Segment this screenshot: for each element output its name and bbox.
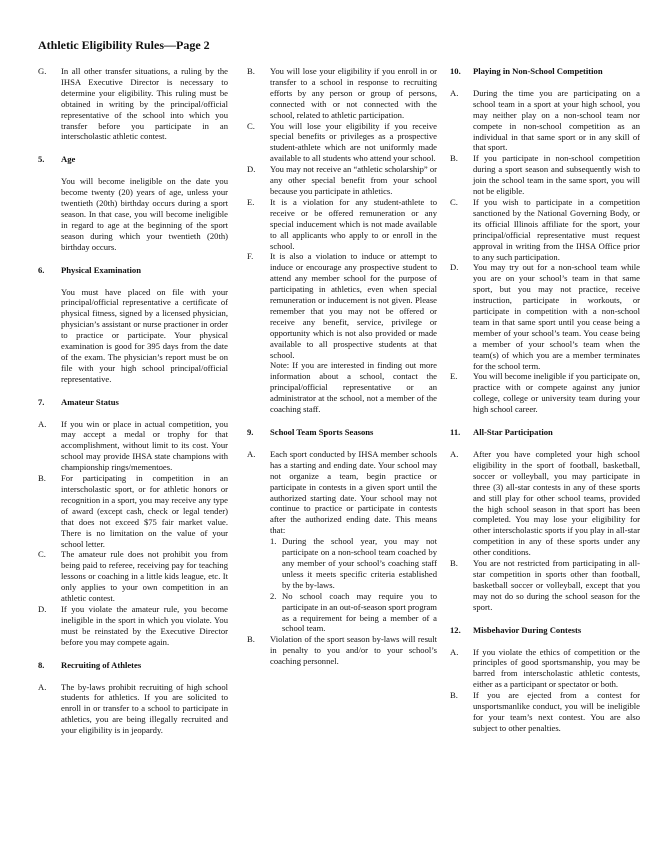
item-text: In all other transfer situations, a ruling by the IHSA Executive Director is necessary to determine your eligibility. This ruling must be obtained in writing by the principal/official representative of the school into which you transfer before you participate in an interscholastic athletic contest. <box>61 66 228 142</box>
rule-section <box>450 427 640 613</box>
rule-item <box>38 549 228 604</box>
rule-item <box>450 647 640 691</box>
sub-item <box>270 536 437 591</box>
item-body <box>270 164 437 197</box>
item-body <box>473 647 640 691</box>
item-body <box>61 549 228 604</box>
item-body <box>61 604 228 648</box>
item-text: The by-laws prohibit recruiting of high school students for athletics. If you are solicited to enroll in or transfer to a school to participate in athletics, you are being illegally recruited and your eligibility is in jeopardy. <box>61 681 228 736</box>
item-body <box>473 690 640 734</box>
page-title: Athletic Eligibility Rules—Page 2 <box>38 38 210 52</box>
item-text: For participating in competition in an interscholastic sport, or for athletic honors or recognition in a sport, you may receive any type of award (except cash, check or legal tender) that does not exceed $75 fair market value. There is no limitation on the value of your school letter. <box>61 473 228 549</box>
item-marker: D. <box>38 603 47 614</box>
section-heading <box>38 397 228 408</box>
item-body <box>61 66 228 142</box>
section-title: Playing in Non-School Competition <box>473 66 603 76</box>
rule-item <box>450 558 640 613</box>
item-text: If you violate the amateur rule, you become ineligible in the sport in which you violate. You must be reinstated by the Executive Director before you may compete again. <box>61 603 228 647</box>
item-text: Each sport conducted by IHSA member schools has a starting and ending date. Your school may not organize a team, begin practice or participate in contests in a given sport until the authorized starting date. Your school may not continue to practice or participate in contests after the authorized ending date. This means that: <box>270 448 437 536</box>
item-marker: D. <box>450 262 459 273</box>
rule-item <box>247 164 437 197</box>
item-marker: C. <box>450 196 458 207</box>
rule-item <box>38 604 228 648</box>
item-marker: E. <box>247 196 255 207</box>
rule-section <box>38 154 228 252</box>
item-marker: E. <box>450 371 458 382</box>
rule-item <box>450 88 640 153</box>
item-text: You will become ineligible if you participate on, practice with or compete against any junior college, college or university team during your high school career. <box>473 371 640 415</box>
item-marker: D. <box>247 164 256 175</box>
item-marker: B. <box>247 634 255 645</box>
rule-section <box>38 265 228 385</box>
item-text: During the time you are participating on a school team in a sport at your high school, you may neither play on a non-school team nor compete in non-school competition as an individual in that same sport or in any skill of that sport. <box>473 87 640 153</box>
sub-item <box>270 591 437 635</box>
item-text: You are not restricted from participating in all-star competition in sports other than football, basketball soccer or volleyball, except that you may not do so during the school season for the sport. <box>473 558 640 612</box>
rule-item <box>450 197 640 262</box>
rule-item <box>247 66 437 121</box>
rule-item <box>450 153 640 197</box>
section-number: 9. <box>247 427 254 437</box>
rule-item <box>247 197 437 252</box>
item-marker: A. <box>38 418 47 429</box>
item-body <box>270 449 437 634</box>
item-body <box>473 153 640 197</box>
rule-item <box>450 690 640 734</box>
item-marker: C. <box>247 120 255 131</box>
section-heading <box>450 427 640 438</box>
item-body <box>270 66 437 121</box>
section-title: Recruiting of Athletes <box>61 659 142 670</box>
rule-section <box>247 66 437 415</box>
rule-item <box>38 419 228 474</box>
item-body <box>61 419 228 474</box>
rule-section <box>38 397 228 648</box>
section-number: 8. <box>38 659 45 670</box>
item-text: Violation of the sport season by-laws will result in penalty to you and/or to your school’s coaching personnel. <box>270 634 437 667</box>
item-body <box>473 197 640 262</box>
item-body <box>473 371 640 415</box>
item-marker: A. <box>450 449 459 459</box>
section-title: Age <box>61 154 76 165</box>
sub-item-text: No school coach may require you to participate in an out-of-season sport program as a requirement for being a member of a school team. <box>282 590 437 634</box>
section-heading <box>38 660 228 671</box>
item-body <box>61 473 228 549</box>
rule-section <box>247 427 437 667</box>
item-marker: B. <box>247 66 255 76</box>
item-body <box>270 251 437 415</box>
section-number: 7. <box>38 396 45 407</box>
column-3 <box>450 66 640 746</box>
item-note: Note: If you are interested in finding out more information about a school, contact the principal/official representative or an administrator at the school, not a member of the coaching staff. <box>270 360 437 415</box>
rule-item <box>450 371 640 415</box>
rule-section <box>450 625 640 734</box>
section-title: Misbehavior During Contests <box>473 624 582 635</box>
section-number: 10. <box>450 66 461 76</box>
item-marker: A. <box>247 448 256 459</box>
item-text: It is also a violation to induce or attempt to induce or encourage any prospective student to attend any member school for the purpose of participating in athletics, even when special remuneration or inducement is not given. Please remember that you may not be offered or receive any benefit, service, privilege or opportunity which is not also provided or made available to all prospective students at that school. <box>270 251 437 360</box>
item-body <box>270 197 437 252</box>
section-heading <box>450 625 640 636</box>
rule-item <box>38 473 228 549</box>
rule-item <box>450 262 640 371</box>
rule-item <box>247 449 437 634</box>
section-title: School Team Sports Seasons <box>270 427 374 437</box>
section-heading <box>450 66 640 77</box>
section-title: Amateur Status <box>61 396 119 407</box>
item-marker: C. <box>38 549 46 560</box>
rule-item <box>38 682 228 737</box>
item-text: If you violate the ethics of competition or the principles of good sportsmanship, you may be barred from interscholastic athletic contests, either as a participant or spectator or both. <box>473 646 640 690</box>
item-marker: F. <box>247 251 254 262</box>
column-2 <box>247 66 437 679</box>
column-1 <box>38 66 228 748</box>
section-heading <box>38 265 228 276</box>
rule-section <box>38 66 228 142</box>
section-number: 11. <box>450 427 461 438</box>
item-marker: A. <box>38 681 47 692</box>
section-paragraph: You will become ineligible on the date you become twenty (20) years of age, unless your twentieth (20th) birthday occurs during a sport season. In that case, you will become ineligible in regard to age at the beginning of the sport season during which your twentieth (20th) birthday occurs. <box>61 176 228 252</box>
section-heading <box>247 427 437 438</box>
item-body <box>473 558 640 613</box>
section-number: 12. <box>450 624 461 635</box>
item-marker: B. <box>450 690 458 701</box>
rule-item <box>450 449 640 558</box>
item-marker: B. <box>450 153 458 164</box>
item-text: The amateur rule does not prohibit you from being paid to referee, receiving pay for teaching lessons or coaching in a little kids league, etc. It only applies to your own competition in an athletic contest. <box>61 549 228 604</box>
rule-section <box>38 660 228 736</box>
item-body <box>473 262 640 371</box>
item-body <box>270 121 437 165</box>
item-body <box>473 449 640 558</box>
item-text: If you participate in non-school competition during a sport season and subsequently wish to join the school team in the same sport, you will not be eligible. <box>473 153 640 197</box>
rule-section <box>450 66 640 415</box>
sub-item-marker: 1. <box>270 536 277 547</box>
rule-item <box>247 121 437 165</box>
item-text: If you win or place in actual competition, you may accept a medal or trophy for that accomplishment, without limit to its cost. Your school may provide IHSA state champions with championship rings/mementoes. <box>61 418 228 473</box>
item-text: If you are ejected from a contest for unsportsmanlike conduct, you will be ineligible for your team’s next contest. You are also subject to other penalties. <box>473 690 640 733</box>
item-marker: B. <box>38 473 46 484</box>
section-title: Physical Examination <box>61 264 141 275</box>
item-text: It is a violation for any student-athlete to receive or be offered remuneration or any special inducement which is not made available to all applicants who apply to or enroll in the school. <box>270 196 437 251</box>
rule-item <box>38 66 228 142</box>
item-body <box>61 682 228 737</box>
item-marker: A. <box>450 87 459 98</box>
item-marker: B. <box>450 558 458 569</box>
rule-item <box>247 634 437 667</box>
section-paragraph: You must have placed on file with your principal/official representative a certificate of physical fitness, signed by a licensed physician, physician’s assistant or nurse practioner in order to practice or participate. Your physical examination is good for 395 days from the date of the exam. The physician’s report must be on file with your high school principal/official representative. <box>61 286 228 384</box>
section-title: All-Star Participation <box>473 427 553 438</box>
sub-item-text: During the school year, you may not participate on a non-school team coached by any member of your school’s coaching staff unless it meets specific criteria established by the by-laws. <box>282 536 437 590</box>
rule-item <box>247 251 437 415</box>
sub-item-marker: 2. <box>270 590 277 601</box>
item-marker: A. <box>450 646 459 657</box>
item-text: You may not receive an “athletic scholarship” or any other special benefit from your school because you participate in athletics. <box>270 164 437 196</box>
section-number: 6. <box>38 264 45 275</box>
item-marker: G. <box>38 66 47 76</box>
item-body <box>473 88 640 153</box>
item-text: You may try out for a non-school team while you are on your school’s team in that same sport, but you may not practice, receive instruction, participate in workouts, or participate in competition with a non-school team in that same sport until you cease being a member of your school’s team. You cease being a member of your school’s team when the team(s) of which you are a member terminates for the school term. <box>473 262 640 371</box>
item-body <box>270 634 437 667</box>
item-text: If you wish to participate in a competition sanctioned by the National Governing Body, or its official Illinois affiliate for the sport, your principal/official representative must request approval in writing from the IHSA Office prior to any such participation. <box>473 196 640 262</box>
item-text: You will lose your eligibility if you receive special benefits or privileges as a prospective student-athlete which are not uniformly made available to all students who attend your school. <box>270 120 437 164</box>
item-text: You will lose your eligibility if you enroll in or transfer to a school in response to recruiting efforts by any person or group of persons, connected with or not connected with the school, related to athletic participation. <box>270 66 437 120</box>
section-number: 5. <box>38 154 45 165</box>
section-heading <box>38 154 228 165</box>
item-text: After you have completed your high school eligibility in the sport of football, basketball, soccer or volleyball, you may participate in three (3) all-star contests in any of these sports and still play for other school teams, provided the high school season in that sport has been completed. You may lose your eligibility for other interscholastic sports if you play in all-star competition in any of these sports under any other conditions. <box>473 449 640 558</box>
